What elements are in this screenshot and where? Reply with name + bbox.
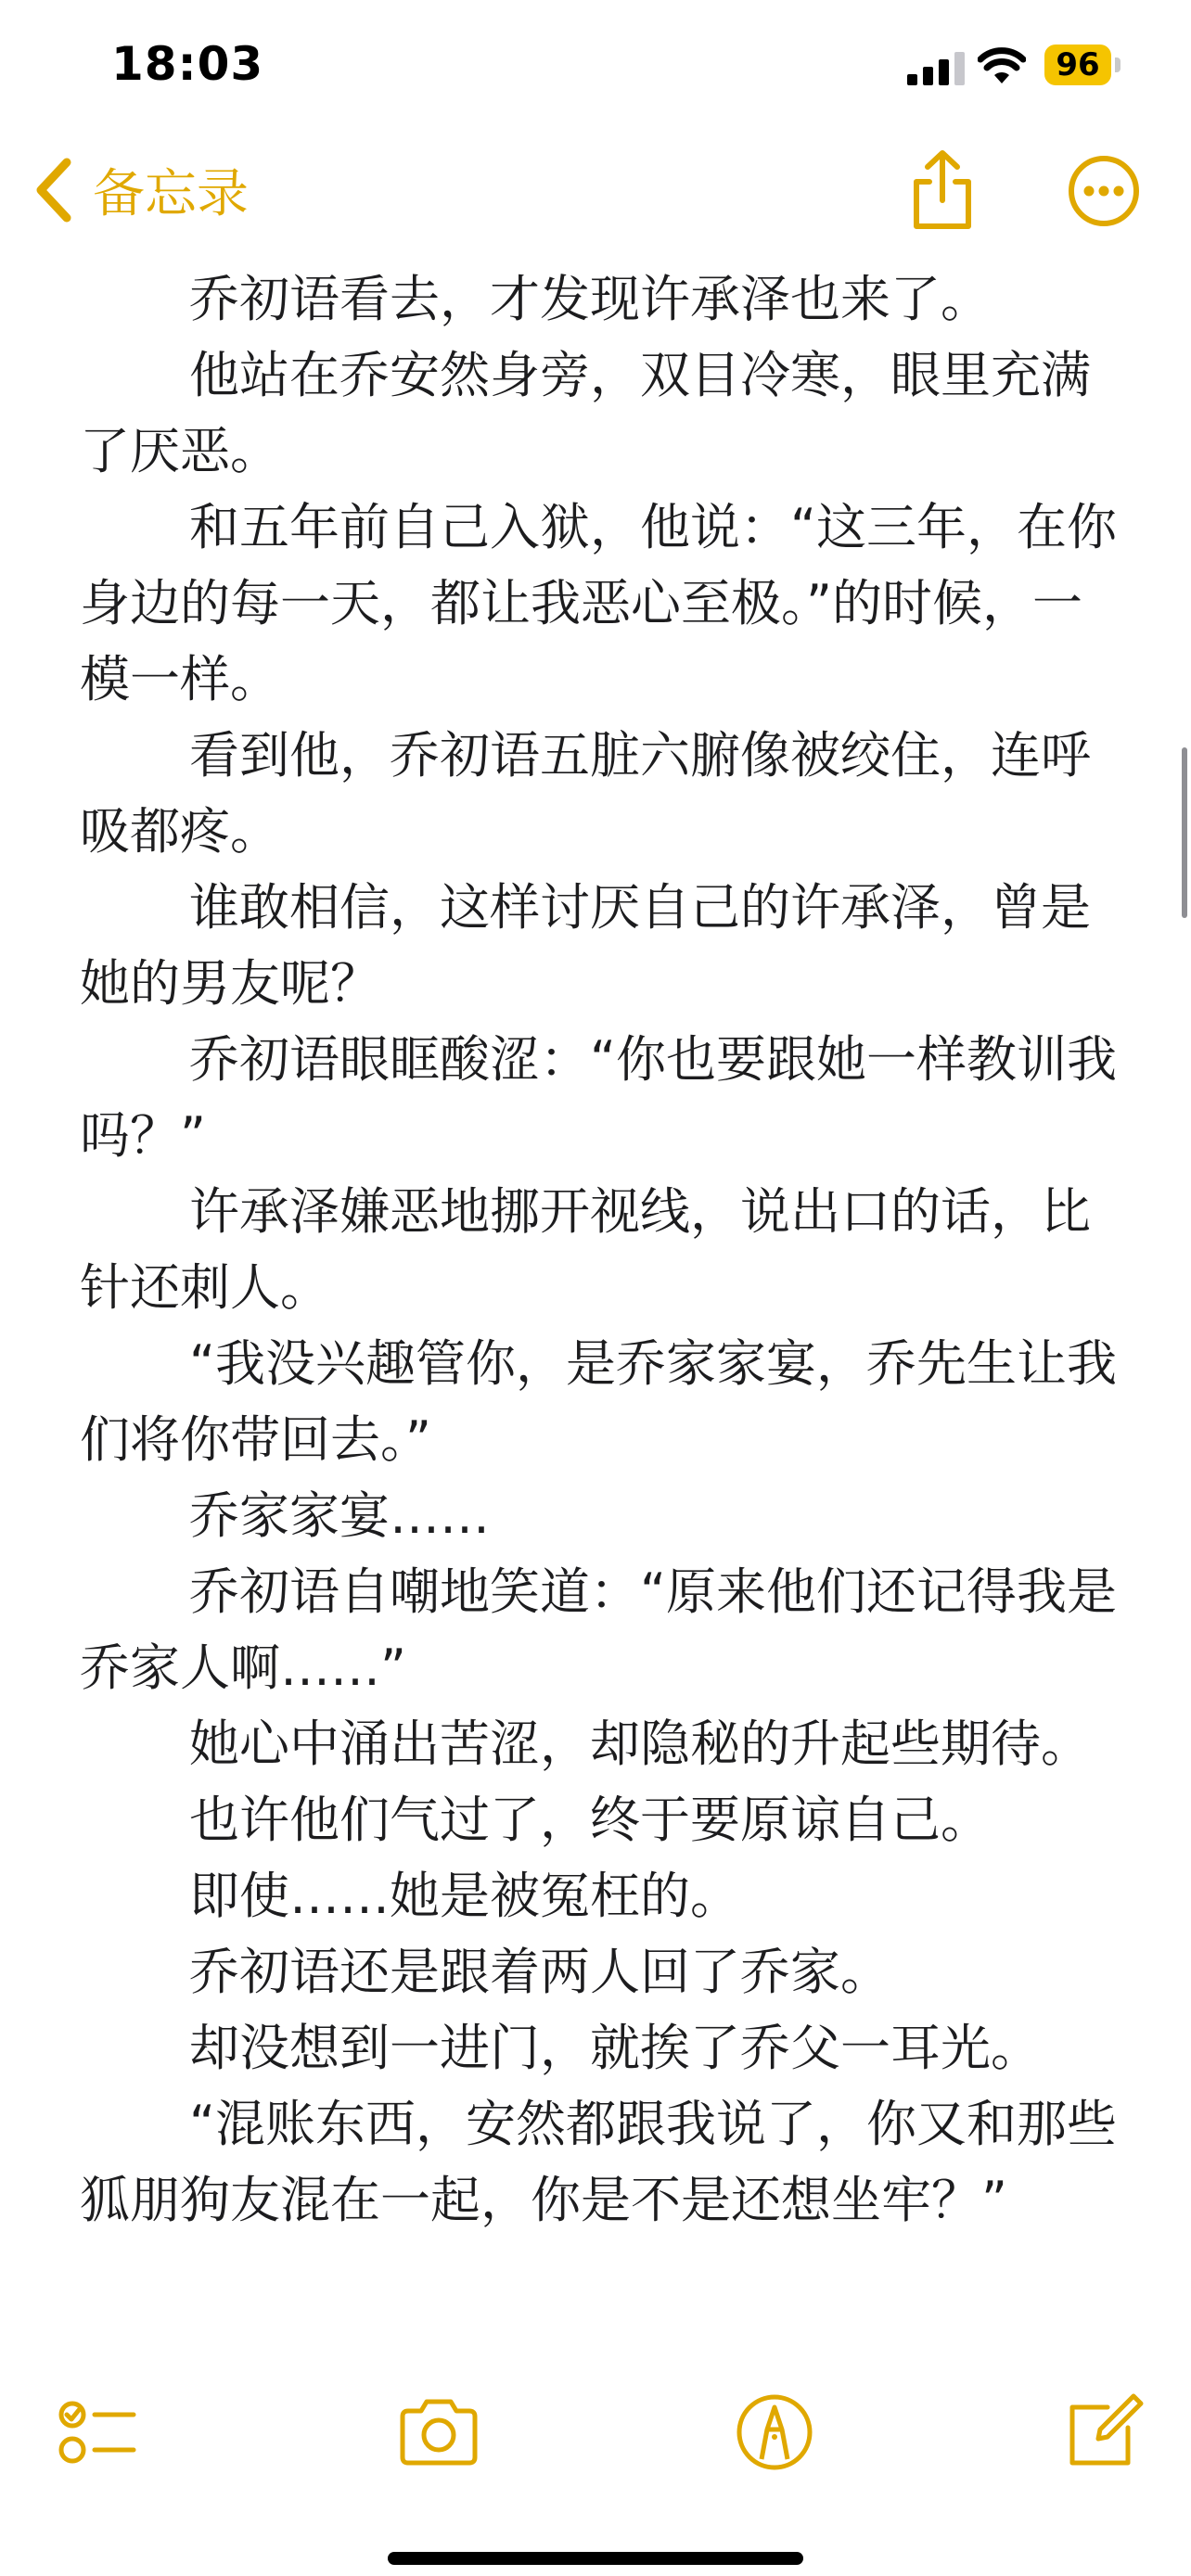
back-label: 备忘录: [93, 164, 249, 224]
note-paragraph: 乔初语眼眶酸涩：“你也要跟她一样教训我吗？”: [80, 1030, 1117, 1165]
note-paragraph: 和五年前自己入狱，他说：“这三年，在你身边的每一天，都让我恶心至极。”的时候，一模一样。: [80, 498, 1117, 708]
share-icon[interactable]: [905, 148, 980, 232]
note-paragraph: 谁敢相信，这样讨厌自己的许承泽，曾是她的男友呢？: [80, 878, 1091, 1013]
note-paragraph: 即使……她是被冤枉的。: [189, 1867, 740, 1925]
note-paragraph: “我没兴趣管你，是乔家家宴，乔先生让我们将你带回去。”: [80, 1334, 1117, 1469]
more-icon[interactable]: [1067, 154, 1141, 228]
chevron-left-icon: [33, 157, 74, 223]
note-paragraph: 他站在乔安然身旁，双目冷寒，眼里充满了厌恶。: [80, 346, 1091, 480]
back-button[interactable]: [33, 148, 249, 232]
wifi-icon: [978, 46, 1026, 85]
battery-nub: [1115, 57, 1121, 72]
note-paragraph: “混账东西，安然都跟我说了，你又和那些狐朋狗友混在一起，你是不是还想坐牢？”: [80, 2095, 1117, 2229]
scroll-indicator[interactable]: [1182, 747, 1187, 918]
battery-indicator: 96: [1044, 45, 1111, 85]
note-paragraph: 却没想到一进门，就挨了乔父一耳光。: [189, 2019, 1041, 2077]
note-paragraph: 也许他们气过了，终于要原谅自己。: [189, 1791, 991, 1849]
markup-pen-icon[interactable]: [733, 2391, 816, 2474]
note-paragraph: 乔初语自嘲地笑道：“原来他们还记得我是乔家人啊……”: [80, 1562, 1117, 1697]
note-paragraph: 她心中涌出苦涩，却隐秘的升起些期待。: [189, 1715, 1091, 1773]
compose-icon[interactable]: [1063, 2391, 1146, 2474]
bottom-toolbar: [0, 2346, 1191, 2576]
checklist-icon[interactable]: [56, 2391, 139, 2474]
note-paragraph: 许承泽嫌恶地挪开视线，说出口的话，比针还刺人。: [80, 1182, 1091, 1317]
camera-icon[interactable]: [397, 2391, 480, 2474]
cellular-signal-icon: [907, 52, 967, 85]
home-indicator[interactable]: [388, 2552, 803, 2565]
note-paragraph: 看到他，乔初语五脏六腑像被绞住，连呼吸都疼。: [80, 726, 1091, 861]
status-time: 18:03: [111, 37, 264, 91]
note-body[interactable]: [80, 261, 1132, 2238]
note-paragraph: 乔初语还是跟着两人回了乔家。: [189, 1943, 890, 2001]
status-bar: [0, 0, 1191, 130]
note-paragraph: 乔初语看去，才发现许承泽也来了。: [189, 270, 991, 328]
note-paragraph: 乔家家宴……: [189, 1486, 490, 1545]
